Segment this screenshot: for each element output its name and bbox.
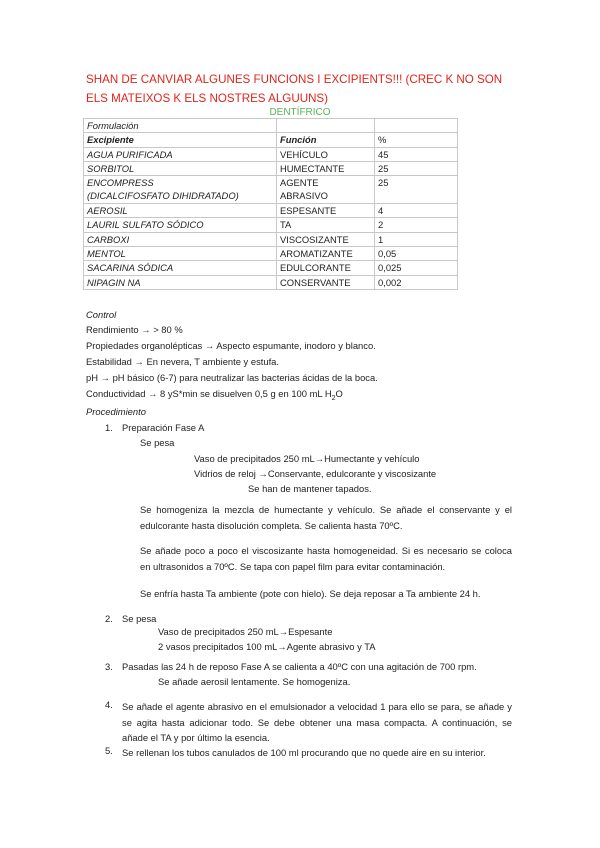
step-paragraph: Se enfría hasta Ta ambiente (pote con hielo). Se deja reposar a Ta ambiente 24 h. [140, 588, 481, 599]
step-number: 3. [105, 661, 113, 672]
step-title: Se pesa [122, 613, 157, 624]
table-row [84, 161, 458, 175]
step-number: 5. [105, 745, 113, 756]
step-text: Se pesa [140, 437, 175, 448]
table-header-row [84, 133, 458, 147]
percent-cell: 25 [375, 176, 458, 204]
function-cell: ESPESANTE [277, 204, 375, 218]
step-item: Vaso de precipitados 250 mL→Humectante y vehículo [194, 453, 420, 464]
excipient-cell [84, 176, 277, 204]
excipient-name: ENCOMPRESS [87, 177, 154, 189]
percent-cell: 2 [375, 218, 458, 232]
table-row [84, 176, 458, 204]
function-cell: CONSERVANTE [277, 275, 375, 289]
excipient-cell: SORBITOL [84, 161, 277, 175]
step-number: 2. [105, 613, 113, 624]
formulation-table [83, 118, 458, 290]
function-name-detail: ABRASIVO [280, 190, 328, 202]
excipient-cell: AGUA PURIFICADA [84, 147, 277, 161]
function-cell: TA [277, 218, 375, 232]
percent-cell: 1 [375, 232, 458, 246]
warning-note: SHAN DE CANVIAR ALGUNES FUNCIONS I EXCIPIENTS!!! (CREC K NO SON ELS MATEIXOS K ELS NOSTRES ALGUUNS) [86, 73, 503, 105]
excipient-cell: LAURIL SULFATO SÓDICO [84, 218, 277, 232]
excipient-cell: SACARINA SÓDICA [84, 261, 277, 275]
step-number: 4. [105, 699, 113, 710]
percent-cell: 45 [375, 147, 458, 161]
excipient-name-detail: (DICALCIFOSFATO DIHIDRATADO) [87, 190, 239, 202]
excipient-cell: MENTOL [84, 247, 277, 261]
conductivity-text-end: O [335, 388, 343, 399]
table-caption: Formulación [84, 119, 277, 133]
column-header-function: Función [277, 133, 375, 147]
step-number: 1. [105, 422, 113, 433]
step-title: Preparación Fase A [122, 422, 205, 433]
function-cell: AROMATIZANTE [277, 247, 375, 261]
conductivity-text: Conductividad → 8 yS*min se disuelven 0,5 g en 100 mL H [86, 388, 332, 399]
table-row [84, 147, 458, 161]
control-line-conductivity [86, 388, 343, 402]
table-row [84, 261, 458, 275]
table-row [84, 247, 458, 261]
function-name: AGENTE [280, 177, 319, 189]
step-note: Se han de mantener tapados. [248, 483, 372, 494]
control-line: Rendimiento → > 80 % [86, 324, 183, 335]
document-subtitle: DENTÍFRICO [269, 107, 331, 118]
step-item: 2 vasos precipitados 100 mL→Agente abrasivo y TA [158, 641, 376, 652]
table-row [84, 275, 458, 289]
percent-cell: 0,002 [375, 275, 458, 289]
column-header-percent: % [375, 133, 458, 147]
percent-cell: 0,025 [375, 261, 458, 275]
step-item: Vaso de precipitados 250 mL→Espesante [158, 626, 333, 637]
table-row [84, 232, 458, 246]
function-cell: VEHÍCULO [277, 147, 375, 161]
step-paragraph: Se homogeniza la mezcla de humectante y vehículo. Se añade el conservante y el edulcorante hasta disolución completa. Se calienta hasta 70ºC. [140, 504, 512, 531]
percent-cell: 0,05 [375, 247, 458, 261]
function-cell: HUMECTANTE [277, 161, 375, 175]
function-cell: VISCOSIZANTE [277, 232, 375, 246]
excipient-cell: CARBOXI [84, 232, 277, 246]
step-paragraph: Se añade poco a poco el viscosizante hasta homogeneidad. Si es necesario se coloca en ultrasonidos a 70ºC. Se tapa con papel film para evitar contaminación. [140, 545, 512, 572]
control-title: Control [86, 309, 117, 320]
table-row [84, 204, 458, 218]
table-row [84, 218, 458, 232]
conductivity-subscript: 2 [331, 394, 336, 402]
function-cell: EDULCORANTE [277, 261, 375, 275]
step-item: Vidrios de reloj →Conservante, edulcorante y viscosizante [194, 468, 437, 479]
excipient-cell: AEROSIL [84, 204, 277, 218]
control-line: pH → pH básico (6-7) para neutralizar las bacterias ácidas de la boca. [86, 372, 378, 383]
procedure-title: Procedimiento [86, 406, 146, 417]
step-text: Pasadas las 24 h de reposo Fase A se calienta a 40ºC con una agitación de 700 rpm. [122, 661, 477, 672]
percent-cell: 25 [375, 161, 458, 175]
control-line: Propiedades organolépticas → Aspecto espumante, inodoro y blanco. [86, 340, 376, 351]
function-cell [277, 176, 375, 204]
percent-cell: 4 [375, 204, 458, 218]
step-text: Se añade aerosil lentamente. Se homogeniza. [158, 676, 351, 687]
excipient-cell: NIPAGIN NA [84, 275, 277, 289]
column-header-excipient: Excipiente [84, 133, 277, 147]
table-caption-row [84, 119, 458, 133]
control-line: Estabilidad → En nevera, T ambiente y estufa. [86, 356, 279, 367]
step-paragraph: Se añade el agente abrasivo en el emulsionador a velocidad 1 para ello se para, se añade y se agita hasta adicionar todo. Se debe obtener una masa compacta. A continuación, se añade el TA y por último la esencia. [122, 701, 512, 743]
step-paragraph: Se rellenan los tubos canulados de 100 ml procurando que no quede aire en su interior. [122, 747, 486, 758]
